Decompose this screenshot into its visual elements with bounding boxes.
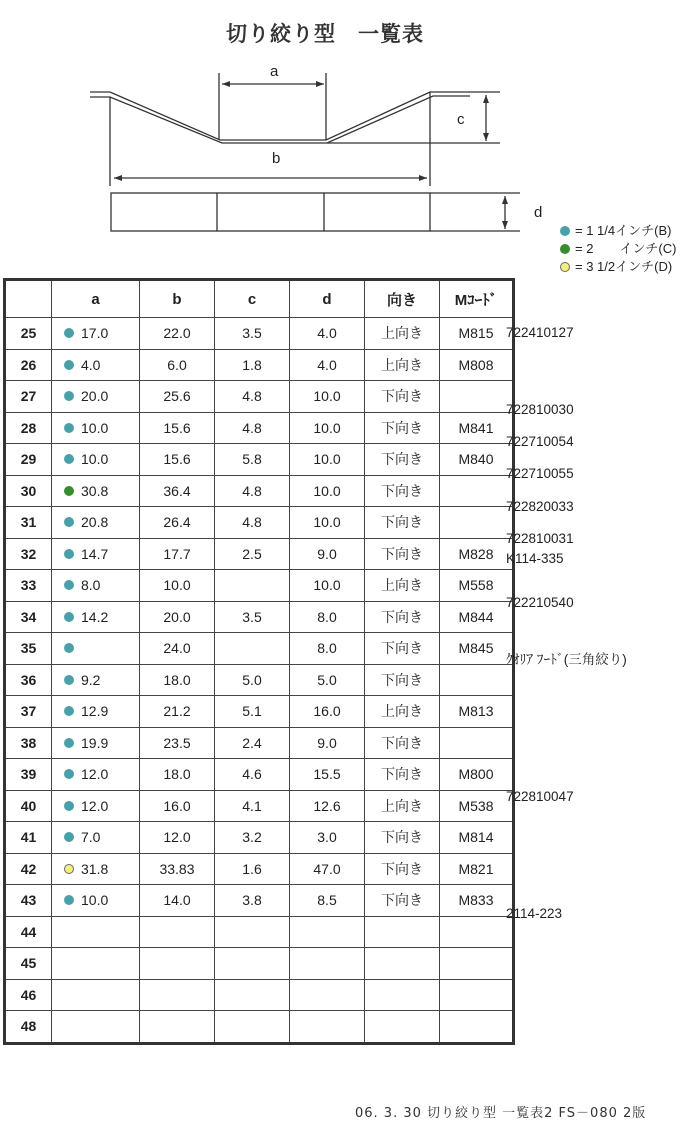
cell-mcode: M821 bbox=[440, 853, 514, 885]
table-header-row bbox=[5, 280, 514, 318]
row-number: 36 bbox=[5, 664, 52, 696]
cell-a: 12.0 bbox=[52, 759, 140, 791]
cell-direction: 上向き bbox=[365, 570, 440, 602]
cell-a: 10.0 bbox=[52, 444, 140, 476]
cell-d: 10.0 bbox=[290, 570, 365, 602]
cell-d: 4.0 bbox=[290, 349, 365, 381]
cell-direction: 下向き bbox=[365, 507, 440, 539]
side-note: 722210540 bbox=[506, 595, 574, 611]
cell-a: 10.0 bbox=[52, 885, 140, 917]
cell-c: 4.8 bbox=[215, 475, 290, 507]
cell-direction: 下向き bbox=[365, 727, 440, 759]
cell-mcode: M841 bbox=[440, 412, 514, 444]
cell-b: 10.0 bbox=[140, 570, 215, 602]
cell-b: 12.0 bbox=[140, 822, 215, 854]
cell-b: 21.2 bbox=[140, 696, 215, 728]
blue-dot-icon bbox=[560, 226, 570, 236]
cell-a: 12.9 bbox=[52, 696, 140, 728]
row-number: 35 bbox=[5, 633, 52, 665]
cell-c: 4.8 bbox=[215, 412, 290, 444]
side-note: 722710054 bbox=[506, 433, 574, 449]
cell-d: 4.0 bbox=[290, 318, 365, 350]
table-row bbox=[5, 948, 514, 980]
cell-direction: 下向き bbox=[365, 759, 440, 791]
cell-a: 31.8 bbox=[52, 853, 140, 885]
cell-mcode: M808 bbox=[440, 349, 514, 381]
blue-dot-icon bbox=[64, 738, 74, 748]
cell-c: 3.2 bbox=[215, 822, 290, 854]
blue-dot-icon bbox=[64, 328, 74, 338]
cell-a: 19.9 bbox=[52, 727, 140, 759]
table-row bbox=[5, 507, 514, 539]
table-row bbox=[5, 538, 514, 570]
dimension-label-a: a bbox=[270, 63, 279, 80]
document-footer: 06. 3. 30 切り絞り型 一覧表2 FS－080 2版 bbox=[355, 1106, 647, 1121]
cell-a bbox=[52, 916, 140, 948]
table-row bbox=[5, 696, 514, 728]
side-note: 722810047 bbox=[506, 789, 574, 805]
cell-a bbox=[52, 633, 140, 665]
header-c: c bbox=[215, 280, 290, 318]
row-number: 34 bbox=[5, 601, 52, 633]
cell-b: 36.4 bbox=[140, 475, 215, 507]
cell-mcode bbox=[440, 507, 514, 539]
legend-item-d: = 3 1/2インチ(D) bbox=[560, 258, 676, 276]
cell-b: 18.0 bbox=[140, 759, 215, 791]
cell-a: 8.0 bbox=[52, 570, 140, 602]
legend-item-b: = 1 1/4インチ(B) bbox=[560, 222, 676, 240]
cell-c bbox=[215, 1011, 290, 1044]
table-row bbox=[5, 633, 514, 665]
size-legend bbox=[560, 222, 676, 276]
cell-a: 20.8 bbox=[52, 507, 140, 539]
header-a: a bbox=[52, 280, 140, 318]
cell-b: 20.0 bbox=[140, 601, 215, 633]
cell-b: 15.6 bbox=[140, 444, 215, 476]
cell-mcode: M828 bbox=[440, 538, 514, 570]
cell-direction: 下向き bbox=[365, 381, 440, 413]
cell-c bbox=[215, 948, 290, 980]
row-number: 28 bbox=[5, 412, 52, 444]
cell-mcode bbox=[440, 916, 514, 948]
side-note: 722710055 bbox=[506, 466, 574, 482]
side-note: 722810031 bbox=[506, 530, 574, 546]
side-note: 722410127 bbox=[506, 325, 574, 340]
row-number: 40 bbox=[5, 790, 52, 822]
cell-a: 4.0 bbox=[52, 349, 140, 381]
row-number: 48 bbox=[5, 1011, 52, 1044]
cell-d: 15.5 bbox=[290, 759, 365, 791]
cell-d bbox=[290, 1011, 365, 1044]
table-row bbox=[5, 979, 514, 1011]
cell-c: 1.6 bbox=[215, 853, 290, 885]
cell-b: 33.83 bbox=[140, 853, 215, 885]
table-row bbox=[5, 790, 514, 822]
cell-d bbox=[290, 916, 365, 948]
cell-c: 4.8 bbox=[215, 507, 290, 539]
cell-mcode: M844 bbox=[440, 601, 514, 633]
cell-mcode: M800 bbox=[440, 759, 514, 791]
table-row bbox=[5, 1011, 514, 1044]
row-number: 25 bbox=[5, 318, 52, 350]
cell-b: 25.6 bbox=[140, 381, 215, 413]
cell-d: 9.0 bbox=[290, 727, 365, 759]
cell-c: 3.8 bbox=[215, 885, 290, 917]
cell-c bbox=[215, 633, 290, 665]
row-number: 37 bbox=[5, 696, 52, 728]
yellow-dot-icon bbox=[560, 262, 570, 272]
row-number: 30 bbox=[5, 475, 52, 507]
cell-direction: 上向き bbox=[365, 696, 440, 728]
table-row bbox=[5, 916, 514, 948]
cell-b: 17.7 bbox=[140, 538, 215, 570]
cell-mcode bbox=[440, 727, 514, 759]
cell-direction: 下向き bbox=[365, 885, 440, 917]
cell-mcode: M814 bbox=[440, 822, 514, 854]
table-row bbox=[5, 475, 514, 507]
row-number: 45 bbox=[5, 948, 52, 980]
header-mcode: Mｺｰﾄﾞ bbox=[440, 280, 514, 318]
cell-d: 3.0 bbox=[290, 822, 365, 854]
cell-c bbox=[215, 979, 290, 1011]
cell-mcode bbox=[440, 948, 514, 980]
cell-d: 8.5 bbox=[290, 885, 365, 917]
cell-mcode bbox=[440, 664, 514, 696]
cell-direction: 下向き bbox=[365, 664, 440, 696]
cell-a bbox=[52, 948, 140, 980]
blue-dot-icon bbox=[64, 360, 74, 370]
cell-c: 5.0 bbox=[215, 664, 290, 696]
cell-direction bbox=[365, 1011, 440, 1044]
cell-b bbox=[140, 979, 215, 1011]
table-row bbox=[5, 570, 514, 602]
cell-mcode: M833 bbox=[440, 885, 514, 917]
cell-b bbox=[140, 916, 215, 948]
cell-d: 16.0 bbox=[290, 696, 365, 728]
table-row bbox=[5, 727, 514, 759]
dimension-label-c: c bbox=[457, 111, 465, 128]
cell-direction: 上向き bbox=[365, 349, 440, 381]
row-number: 27 bbox=[5, 381, 52, 413]
cell-b bbox=[140, 948, 215, 980]
cell-d bbox=[290, 948, 365, 980]
cell-a: 20.0 bbox=[52, 381, 140, 413]
cell-d bbox=[290, 979, 365, 1011]
table-row bbox=[5, 318, 514, 350]
row-number: 43 bbox=[5, 885, 52, 917]
cell-d: 10.0 bbox=[290, 381, 365, 413]
yellow-dot-icon bbox=[64, 864, 74, 874]
blue-dot-icon bbox=[64, 706, 74, 716]
cell-b: 16.0 bbox=[140, 790, 215, 822]
cell-direction bbox=[365, 948, 440, 980]
header-direction: 向き bbox=[365, 280, 440, 318]
cross-section-diagram bbox=[0, 0, 560, 240]
cell-d: 9.0 bbox=[290, 538, 365, 570]
legend-item-c: = 2 インチ(C) bbox=[560, 240, 676, 258]
blue-dot-icon bbox=[64, 675, 74, 685]
cell-a bbox=[52, 979, 140, 1011]
cell-mcode: M815 bbox=[440, 318, 514, 350]
blue-dot-icon bbox=[64, 769, 74, 779]
side-note: 722820033 bbox=[506, 498, 574, 514]
cell-direction: 下向き bbox=[365, 633, 440, 665]
cell-c bbox=[215, 570, 290, 602]
dimension-label-b: b bbox=[272, 150, 281, 167]
header-b: b bbox=[140, 280, 215, 318]
cell-c: 3.5 bbox=[215, 318, 290, 350]
header-no bbox=[5, 280, 52, 318]
blue-dot-icon bbox=[64, 423, 74, 433]
blue-dot-icon bbox=[64, 580, 74, 590]
cell-d: 10.0 bbox=[290, 412, 365, 444]
cell-d: 5.0 bbox=[290, 664, 365, 696]
cell-direction: 下向き bbox=[365, 853, 440, 885]
cell-direction: 下向き bbox=[365, 475, 440, 507]
cell-direction bbox=[365, 979, 440, 1011]
cell-a: 10.0 bbox=[52, 412, 140, 444]
cell-direction: 下向き bbox=[365, 538, 440, 570]
cell-direction: 上向き bbox=[365, 318, 440, 350]
blue-dot-icon bbox=[64, 801, 74, 811]
cell-mcode: M558 bbox=[440, 570, 514, 602]
cell-a: 9.2 bbox=[52, 664, 140, 696]
cell-b: 23.5 bbox=[140, 727, 215, 759]
blue-dot-icon bbox=[64, 454, 74, 464]
cell-d: 10.0 bbox=[290, 507, 365, 539]
row-number: 33 bbox=[5, 570, 52, 602]
table-row bbox=[5, 444, 514, 476]
side-note: ｸｵﾘｱ ﾌｰﾄﾞ(三角絞り) bbox=[506, 652, 627, 667]
cell-a bbox=[52, 1011, 140, 1044]
cell-direction: 下向き bbox=[365, 822, 440, 854]
cell-d: 10.0 bbox=[290, 475, 365, 507]
blue-dot-icon bbox=[64, 612, 74, 622]
row-number: 26 bbox=[5, 349, 52, 381]
cell-b: 18.0 bbox=[140, 664, 215, 696]
row-number: 31 bbox=[5, 507, 52, 539]
row-number: 41 bbox=[5, 822, 52, 854]
blue-dot-icon bbox=[64, 517, 74, 527]
cell-c: 5.1 bbox=[215, 696, 290, 728]
cell-mcode bbox=[440, 475, 514, 507]
cell-c: 2.4 bbox=[215, 727, 290, 759]
cell-d: 10.0 bbox=[290, 444, 365, 476]
table-row bbox=[5, 759, 514, 791]
table-row bbox=[5, 412, 514, 444]
cell-b: 26.4 bbox=[140, 507, 215, 539]
cell-mcode: M813 bbox=[440, 696, 514, 728]
blue-dot-icon bbox=[64, 895, 74, 905]
header-d: d bbox=[290, 280, 365, 318]
cell-c: 4.8 bbox=[215, 381, 290, 413]
cell-c: 4.6 bbox=[215, 759, 290, 791]
cell-mcode bbox=[440, 1011, 514, 1044]
table-row bbox=[5, 381, 514, 413]
cell-d: 8.0 bbox=[290, 633, 365, 665]
cell-b: 14.0 bbox=[140, 885, 215, 917]
cell-c: 3.5 bbox=[215, 601, 290, 633]
side-note: K114-335 bbox=[506, 551, 564, 567]
table-row bbox=[5, 349, 514, 381]
dimension-label-d: d bbox=[534, 204, 543, 221]
page-title: 切り絞り型 一覧表 bbox=[226, 22, 424, 46]
cell-mcode: M538 bbox=[440, 790, 514, 822]
cell-a: 12.0 bbox=[52, 790, 140, 822]
row-number: 32 bbox=[5, 538, 52, 570]
cell-a: 17.0 bbox=[52, 318, 140, 350]
cell-mcode bbox=[440, 979, 514, 1011]
row-number: 38 bbox=[5, 727, 52, 759]
cell-a: 14.7 bbox=[52, 538, 140, 570]
side-note: 2114-223 bbox=[506, 906, 563, 922]
row-number: 39 bbox=[5, 759, 52, 791]
cell-b: 15.6 bbox=[140, 412, 215, 444]
green-dot-icon bbox=[64, 486, 74, 496]
blue-dot-icon bbox=[64, 549, 74, 559]
cell-direction bbox=[365, 916, 440, 948]
cell-direction: 上向き bbox=[365, 790, 440, 822]
row-number: 44 bbox=[5, 916, 52, 948]
side-note: 722810030 bbox=[506, 401, 574, 417]
cell-c: 2.5 bbox=[215, 538, 290, 570]
cell-b bbox=[140, 1011, 215, 1044]
cell-d: 47.0 bbox=[290, 853, 365, 885]
cell-b: 22.0 bbox=[140, 318, 215, 350]
green-dot-icon bbox=[560, 244, 570, 254]
cell-c: 1.8 bbox=[215, 349, 290, 381]
die-list-table bbox=[3, 278, 515, 1045]
cell-b: 6.0 bbox=[140, 349, 215, 381]
cell-mcode: M840 bbox=[440, 444, 514, 476]
cell-a: 14.2 bbox=[52, 601, 140, 633]
cell-c: 5.8 bbox=[215, 444, 290, 476]
cell-mcode bbox=[440, 381, 514, 413]
cell-d: 8.0 bbox=[290, 601, 365, 633]
cell-b: 24.0 bbox=[140, 633, 215, 665]
blue-dot-icon bbox=[64, 832, 74, 842]
cell-c bbox=[215, 916, 290, 948]
cell-a: 30.8 bbox=[52, 475, 140, 507]
cell-c: 4.1 bbox=[215, 790, 290, 822]
cell-mcode: M845 bbox=[440, 633, 514, 665]
table-row bbox=[5, 853, 514, 885]
row-number: 46 bbox=[5, 979, 52, 1011]
table-row bbox=[5, 664, 514, 696]
cell-d: 12.6 bbox=[290, 790, 365, 822]
blue-dot-icon bbox=[64, 391, 74, 401]
row-number: 42 bbox=[5, 853, 52, 885]
cell-direction: 下向き bbox=[365, 444, 440, 476]
cell-a: 7.0 bbox=[52, 822, 140, 854]
cell-direction: 下向き bbox=[365, 412, 440, 444]
cell-direction: 下向き bbox=[365, 601, 440, 633]
row-number: 29 bbox=[5, 444, 52, 476]
table-row bbox=[5, 885, 514, 917]
table-row bbox=[5, 601, 514, 633]
table-row bbox=[5, 822, 514, 854]
blue-dot-icon bbox=[64, 643, 74, 653]
